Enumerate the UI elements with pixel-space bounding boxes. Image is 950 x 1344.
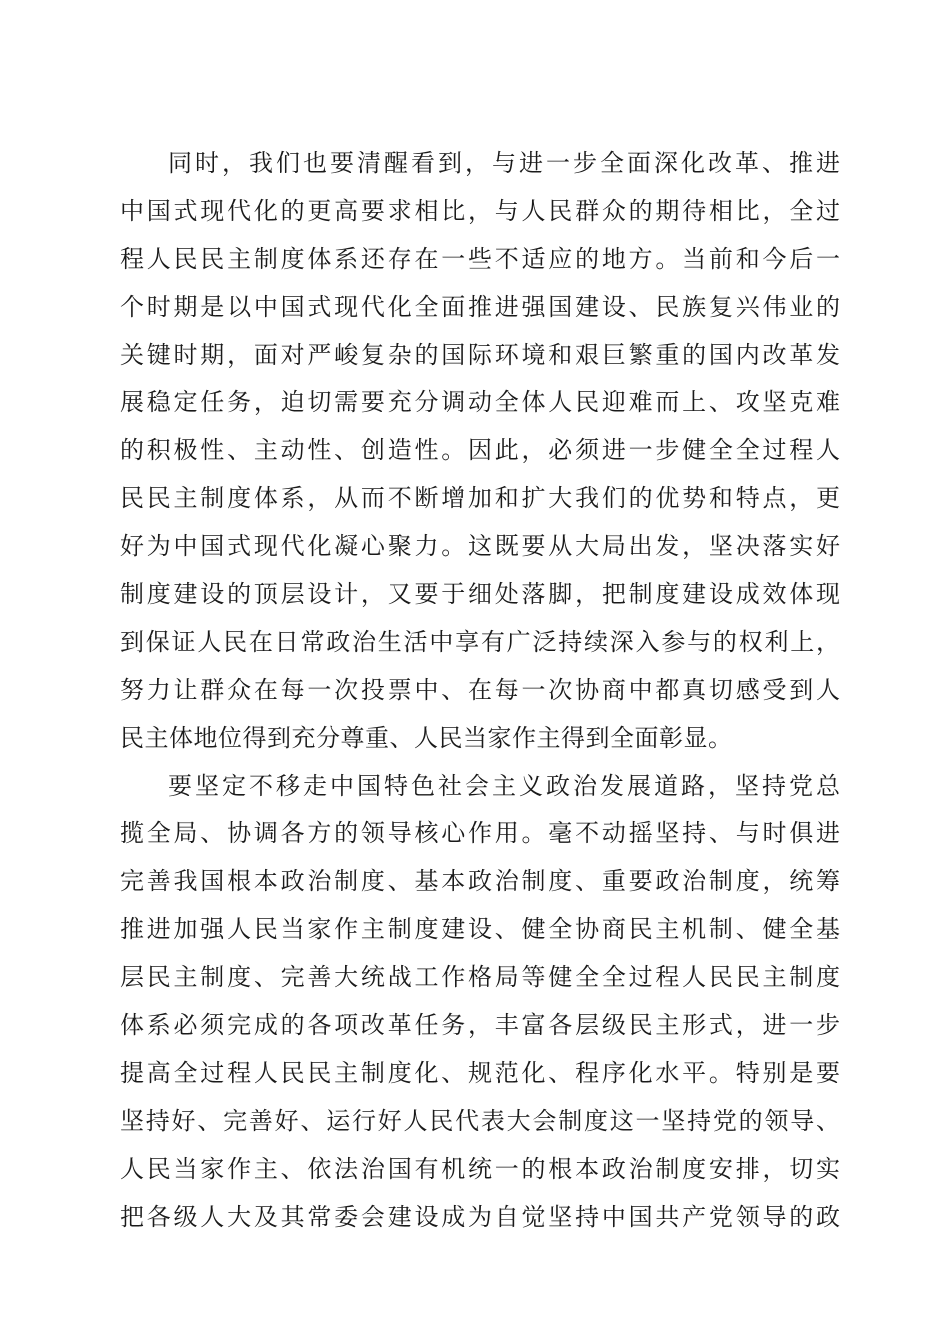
text-line: 体系必须完成的各项改革任务，丰富各层级民主形式，进一步 xyxy=(120,1011,840,1040)
text-line: 中国式现代化的更高要求相比，与人民群众的期待相比，全过 xyxy=(120,196,840,225)
text-line: 人民当家作主、依法治国有机统一的根本政治制度安排，切实 xyxy=(120,1154,840,1183)
text-line: 民民主制度体系，从而不断增加和扩大我们的优势和特点，更 xyxy=(120,484,840,513)
text-line: 制度建设的顶层设计，又要于细处落脚，把制度建设成效体现 xyxy=(120,580,840,609)
text-line: 关键时期，面对严峻复杂的国际环境和艰巨繁重的国内改革发 xyxy=(120,340,840,369)
text-line: 好为中国式现代化凝心聚力。这既要从大局出发，坚决落实好 xyxy=(120,532,840,561)
text-line: 完善我国根本政治制度、基本政治制度、重要政治制度，统筹 xyxy=(120,867,840,896)
text-line: 个时期是以中国式现代化全面推进强国建设、民族复兴伟业的 xyxy=(120,292,840,321)
text-line: 提高全过程人民民主制度化、规范化、程序化水平。特别是要 xyxy=(120,1058,840,1087)
text-line: 努力让群众在每一次投票中、在每一次协商中都真切感受到人 xyxy=(120,675,840,704)
text-line: 的积极性、主动性、创造性。因此，必须进一步健全全过程人 xyxy=(120,436,840,465)
text-line: 推进加强人民当家作主制度建设、健全协商民主机制、健全基 xyxy=(120,915,840,944)
text-line: 同时，我们也要清醒看到，与进一步全面深化改革、推进 xyxy=(168,149,840,177)
paragraph-1 xyxy=(120,140,840,763)
text-line: 到保证人民在日常政治生活中享有广泛持续深入参与的权利上， xyxy=(120,627,840,656)
text-line: 坚持好、完善好、运行好人民代表大会制度这一坚持党的领导、 xyxy=(120,1106,840,1135)
text-line: 要坚定不移走中国特色社会主义政治发展道路，坚持党总 xyxy=(168,771,840,800)
text-line: 展稳定任务，迫切需要充分调动全体人民迎难而上、攻坚克难 xyxy=(120,388,840,417)
text-line: 揽全局、协调各方的领导核心作用。毫不动摇坚持、与时俱进 xyxy=(120,819,840,848)
text-line: 层民主制度、完善大统战工作格局等健全全过程人民民主制度 xyxy=(120,963,840,992)
document-body xyxy=(120,140,840,1241)
text-line: 把各级人大及其常委会建设成为自觉坚持中国共产党领导的政 xyxy=(120,1202,840,1231)
text-line: 程人民民主制度体系还存在一些不适应的地方。当前和今后一 xyxy=(120,244,840,273)
text-line: 民主体地位得到充分尊重、人民当家作主得到全面彰显。 xyxy=(120,723,733,752)
paragraph-2 xyxy=(120,763,840,1242)
